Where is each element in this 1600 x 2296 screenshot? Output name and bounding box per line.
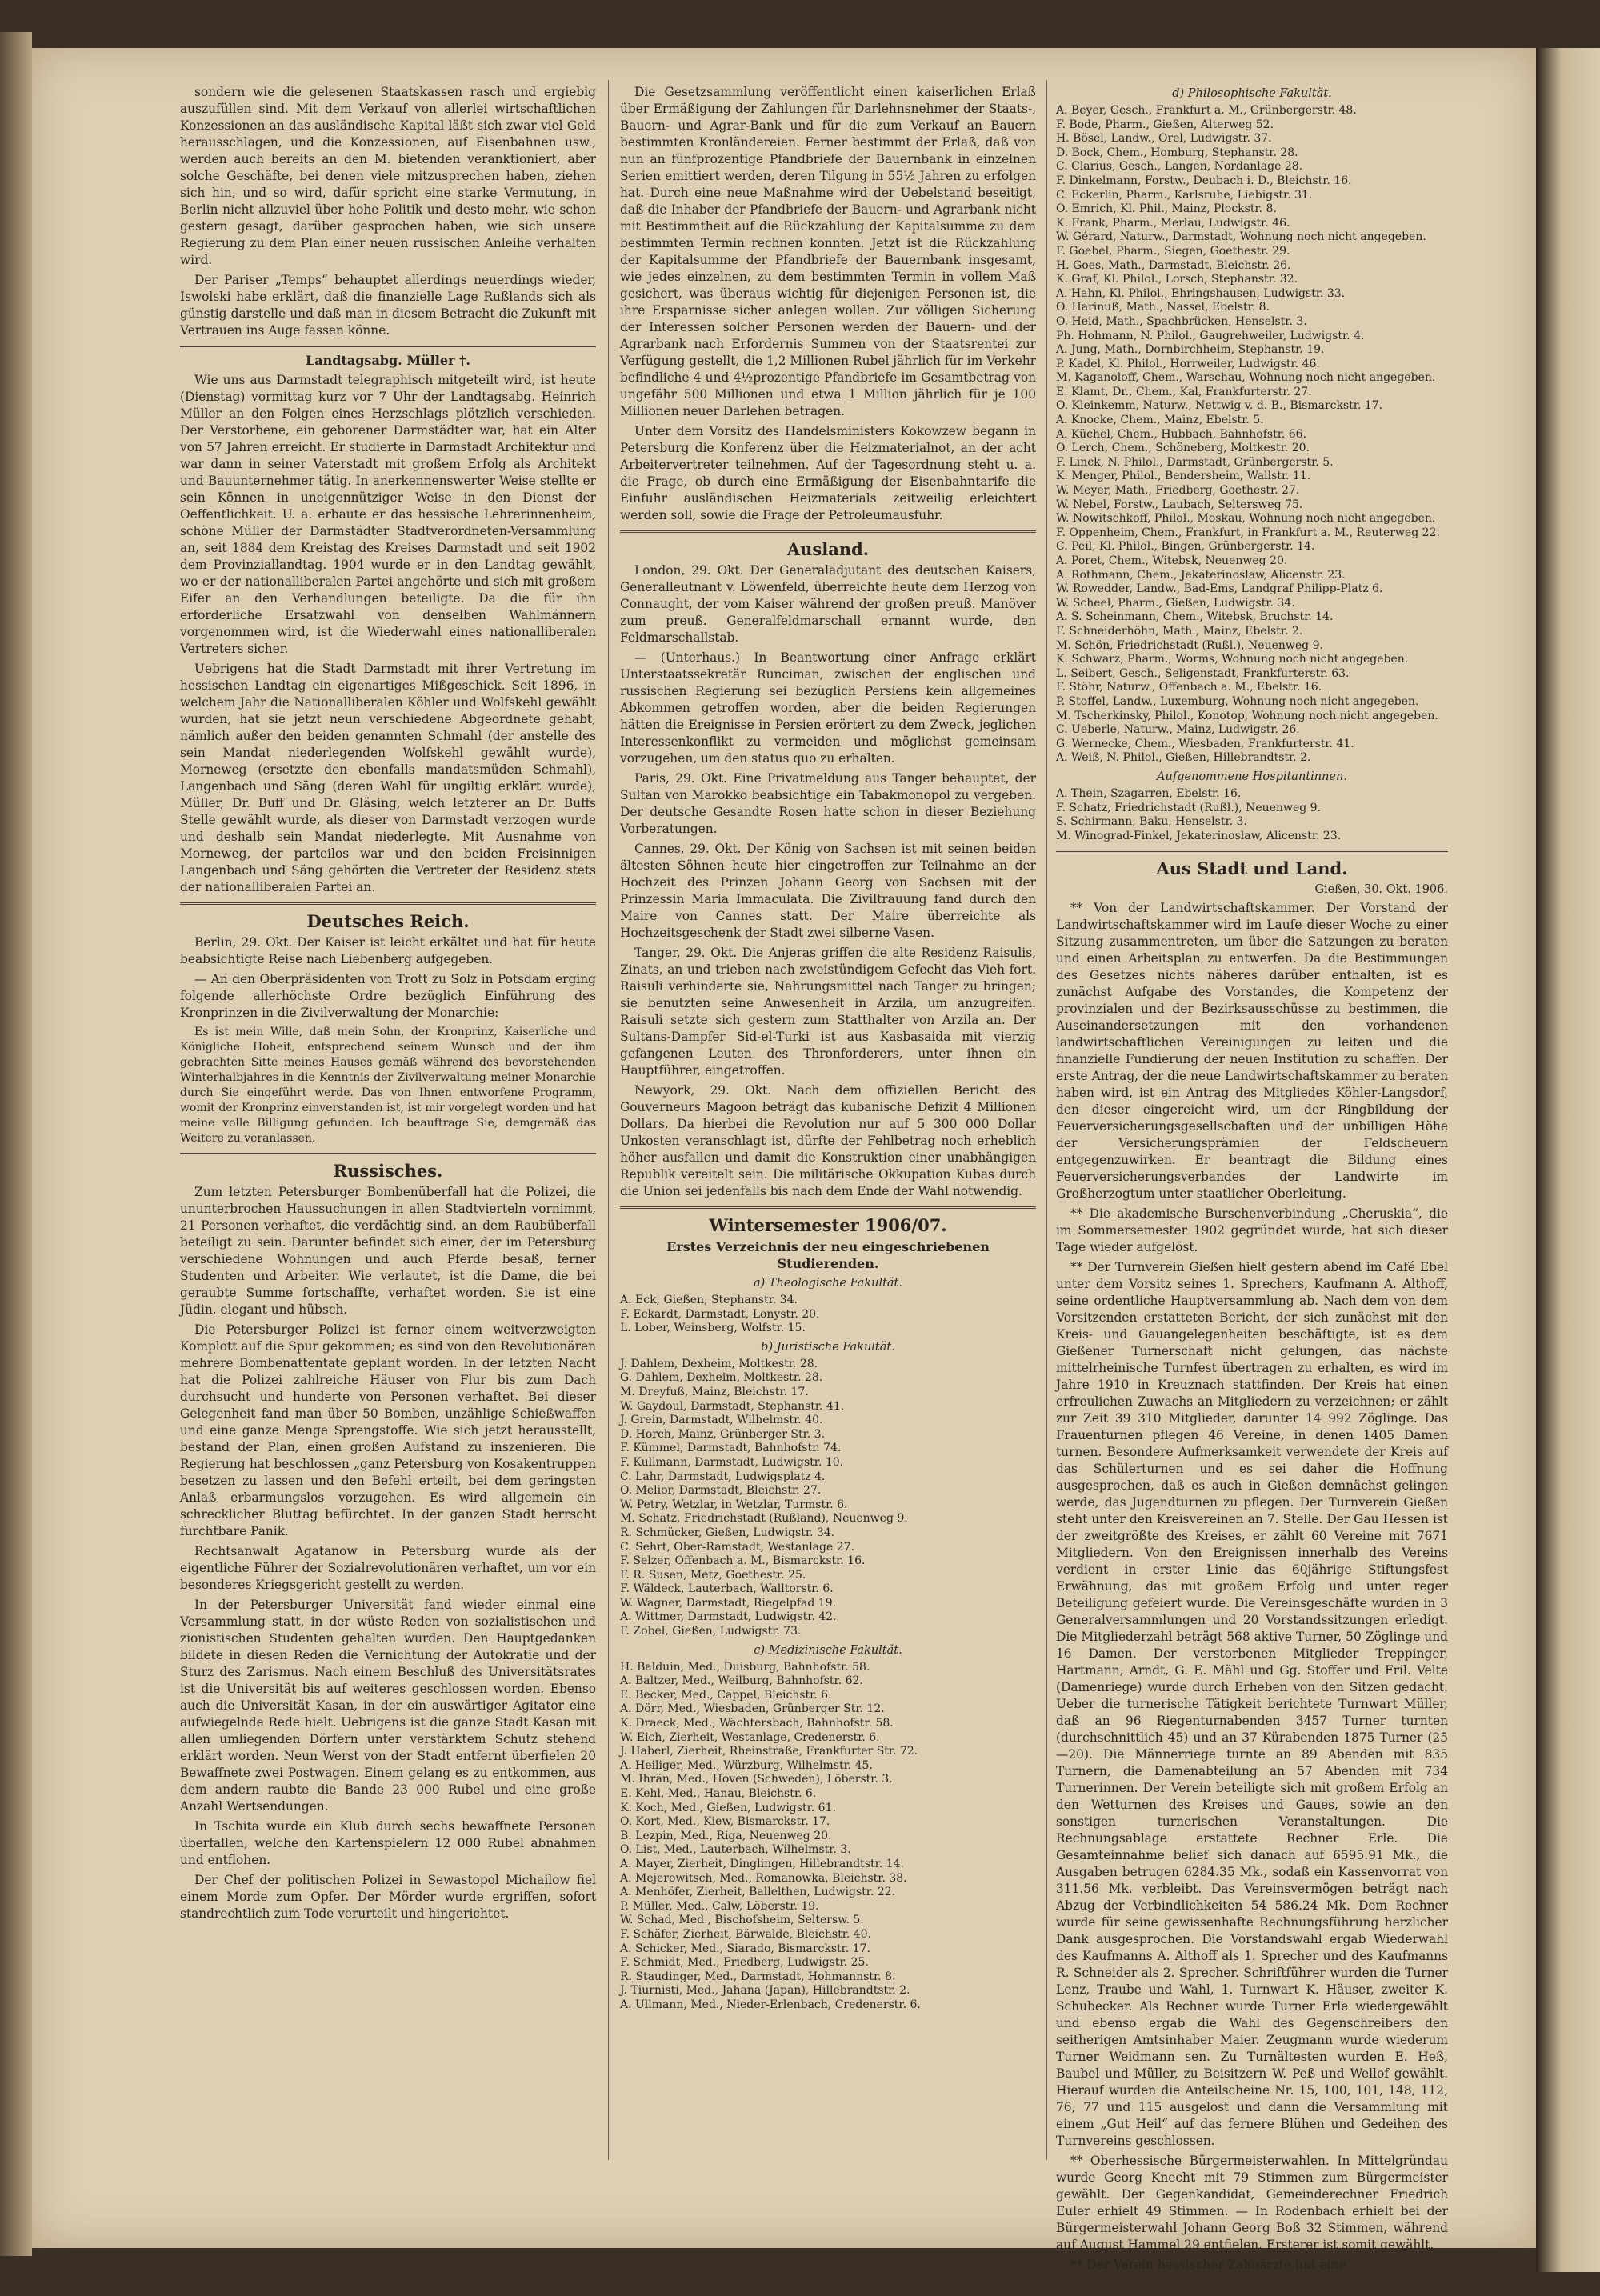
student-entry: A. Weiß, N. Philol., Gießen, Hillebrandtstr. 2.	[1056, 751, 1311, 765]
student-list	[1056, 787, 1448, 843]
student-entry: W. Scheel, Pharm., Gießen, Ludwigstr. 34.	[1056, 596, 1295, 610]
student-entry: F. Goebel, Pharm., Siegen, Goethestr. 29.	[1056, 244, 1290, 258]
student-entry: F. Schatz, Friedrichstadt (Rußl.), Neuenweg 9.	[1056, 801, 1322, 814]
student-entry: O. Harinuß, Math., Nassel, Ebelstr. 8.	[1056, 301, 1270, 314]
student-entry: F. Schneiderhöhn, Math., Mainz, Ebelstr. 2.	[1056, 624, 1303, 638]
article-paragraph: In der Petersburger Universität fand wieder einmal eine Versammlung statt, in der wüste Reden von sozialistischen und zionistischen Studenten gehalten wurden. Den Hauptgedanken bildete in diesen Reden die Vernichtung der Autokratie und der Sturz des Zarismus. Nach einem Beschluß des Universitätsrates ist die Universität bis auf weiteres geschlossen worden. Ebenso auch die Universität Kasan, in der ein auswärtiger Agitator eine aufwiegelnde Rede hielt. Uebrigens ist die ganze Stadt Kasan mit allen umliegenden Dörfern unter verstärktem Schutz stehend erklärt worden. Neun Werst von der Stadt entfernt überfielen 20 Bewaffnete zwei Postwagen. Einem gelang es zu entkommen, aus dem andern raubte die Bande 23 000 Rubel und eine große Anzahl Wertsendungen.	[180, 1598, 596, 1814]
student-list	[1056, 104, 1448, 766]
student-entry: R. Staudinger, Med., Darmstadt, Hohmannstr. 8.	[620, 1970, 896, 1983]
student-entry: F. Kümmel, Darmstadt, Bahnhofstr. 74.	[620, 1442, 842, 1455]
faculty-heading: d) Philosophische Fakultät.	[1172, 87, 1332, 100]
dateline: Gießen, 30. Okt. 1906.	[1314, 883, 1448, 897]
student-entry: F. Eckardt, Darmstadt, Lonystr. 20.	[620, 1307, 820, 1321]
student-entry: O. Emrich, Kl. Phil., Mainz, Plockstr. 8.	[1056, 202, 1277, 216]
student-entry: O. Kort, Med., Kiew, Bismarckstr. 17.	[620, 1815, 830, 1829]
student-entry: A. Jung, Math., Dornbirchheim, Stephanstr. 19.	[1056, 343, 1325, 357]
student-entry: C. Sehrt, Ober-Ramstadt, Westanlage 27.	[620, 1540, 854, 1554]
article-paragraph: Wie uns aus Darmstadt telegraphisch mitgeteilt wird, ist heute (Dienstag) vormittag kurz vor 7 Uhr der Landtagsabg. Heinrich Müller an den Folgen eines Herzschlags plötzlich verschieden. Der Verstorbene, ein geborener Darmstädter war, hat ein Alter von 57 Jahren erreicht. Er studierte in Darmstadt Architektur und war dann in seiner Vaterstadt mit großem Erfolg als Architekt und Bauunternehmer tätig. In anerkennenswerter Weise stellte er sein Können in uneigennütziger Weise in den Dienst der Oeffentlichkeit. U. a. erbaute er das hessische Lehrerinnenheim, schöne Müller der Darmstädter Stadtverordneten-Versammlung an, seit 1884 dem Kreistag des Kreises Darmstadt und seit 1902 dem Provinziallandtag. 1904 wurde er in den Landtag gewählt, wo er der nationalliberalen Partei angehörte und sich mit großem Eifer an den Verhandlungen beteiligte. Da die für ihn erforderliche Ersatzwahl von denselben Wahlmännern vorgenommen wird, ist die Wiederwahl eines nationalliberalen Vertreters sicher.	[180, 373, 596, 656]
article-paragraph: ** Der Turnverein Gießen hielt gestern abend im Café Ebel unter dem Vorsitz seines 1. Sprechers, Kaufmann A. Althoff, seine ordentliche Hauptversammlung ab. Nach dem von dem Vorsitzenden erstatteten Bericht, der sich zunächst mit den Kreis- und Gauangelegenheiten beschäftigte, ist es dem Gießener Turnerschaft nicht gelungen, das nächste mittelrheinische Turnfest übertragen zu erhalten, es wird im Jahre 1910 in Kreuznach stattfinden. Der Kreis hat einen erfreulichen Zuwachs an Mitgliedern zu verzeichnen; er zählt zur Zeit 39 310 Mitglieder, darunter 14 992 Zöglinge. Das Frauenturnen pflegen 46 Vereine, in denen 1405 Damen turnen. Besondere Aufmerksamkeit verwendete der Kreis auf das Schülerturnen und es sei daher die Hoffnung ausgesprochen, daß es auch in Gießen demnächst gelingen werde, das Jugendturnen zu pflegen. Der Turnverein Gießen steht unter den Kreisvereinen an 7. Stelle. Der Gau Hessen ist der zweitgrößte des Kreises, er zählt 60 Vereine mit 7671 Mitgliedern. Von den Ereignissen innerhalb des Vereins verdient in erster Linie das 60jährige Stiftungsfest Erwähnung, das mit großem Erfolg und unter reger Beteiligung gefeiert wurde. Die Vereinsgeschäfte wurden in 3 Generalversammlungen und 20 Vorstandssitzungen erledigt. Die Mitgliederzahl beträgt 568 aktive Turner, 50 Zöglinge und 16 Damen. Der verstorbenen Mitglieder Treppinger, Hartmann, Arndt, G. E. Mähl und Gg. Stoffer und Fril. Velte (Damenriege) wurde durch Erheben von den Sitzen gedacht. Ueber die turnerische Tätigkeit berichtete Turnwart Müller, daß an 96 Riegenturnabenden 3457 Turner turnten (durchschnittlich 45) und an 37 Kürabenden 1875 Turner (25—20). Die Männerriege turnte an 89 Abenden mit 835 Turnern, die Damenabteilung an 57 Abenden mit 734 Turnerinnen. Der Verein beteiligte sich mit großem Erfolg an den Wetturnen des Kreises und Gaues, sowie an den sonstigen turnerischen Veranstaltungen. Die Rechnungsablage erstattete Rechner Erle. Die Gesamteinnahme belief sich danach auf 6595.91 Mk., die Ausgaben betrugen 6284.35 Mk., sodaß ein Kassenvorrat von 311.56 Mk. verbleibt. Das Vereinsvermögen beträgt nach Abzug der Verbindlichkeiten 54 586.24 Mk. Dem Rechner wurde für seine gewissenhafte Rechnungsführung herzlicher Dank ausgesprochen. Die Vorstandswahl ergab Wiederwahl des Kaufmanns A. Althoff als 1. Sprecher und des Kaufmanns R. Schneider als 2. Sprecher. Schriftführer wurden die Turner Lenz, Traube und Wahl, 1. Turnwart K. Häuser, zweiter K. Schubecker. Als Rechner wurde Turner Erle wiedergewählt und ebenso ergab die Wahl des Gegenschreibers den seitherigen Amtsinhaber Maier. Zeugmann wurde wiederum Turner Weidmann sen. Zu Turnältesten wurden E. Heß, Baubel und Müller, zu Beisitzern W. Peß und Wellof gewählt. Hierauf wurden die Anteilscheine Nr. 15, 100, 101, 148, 112, 76, 77 und 115 ausgelost und dann die Versammlung mit einem „Gut Heil“ auf das fernere Blühen und Gedeihen des Turnvereins geschlossen.	[1056, 1260, 1448, 2149]
student-entry: K. Koch, Med., Gießen, Ludwigstr. 61.	[620, 1801, 836, 1814]
student-entry: W. Gaydoul, Darmstadt, Stephanstr. 41.	[620, 1399, 845, 1413]
faculty-heading: Aufgenommene Hospitantinnen.	[1157, 770, 1347, 783]
student-entry: F. R. Susen, Metz, Goethestr. 25.	[620, 1568, 806, 1582]
student-entry: E. Klamt, Dr., Chem., Kal, Frankfurterstr. 27.	[1056, 385, 1312, 398]
article-paragraph: London, 29. Okt. Der Generaladjutant des deutschen Kaisers, Generalleutnant v. Löwenfeld, überreichte heute dem Herzog von Connaught, der vom Kaiser während der großen preuß. Manöver zum preuß. Generalfeldmarschall ernannt wurde, den Feldmarschallstab.	[620, 563, 1036, 645]
student-entry: P. Stoffel, Landw., Luxemburg, Wohnung noch nicht angegeben.	[1056, 694, 1419, 708]
faculty-heading: c) Medizinische Fakultät.	[754, 1643, 902, 1657]
article-paragraph: Uebrigens hat die Stadt Darmstadt mit ihrer Vertretung im hessischen Landtag ein eigenartiges Mißgeschick. Seit 1896, in welchem Jahr die Nationalliberalen Köhler und Wolfskehl gewählt wurden, hat sie jetzt neun verschiedene Abgeordnete gehabt, nämlich außer den beiden genannten Schmahl (der anstelle des sein Mandat niederlegenden Wolfskehl gewählt wurde), Morneweg (ersetzte den ebenfalls mandatsmüden Schmahl), Langenbach und Säng (deren Wahl für ungiltig erklärt wurde), Müller, Dr. Buff und Dr. Gläsing, welch letzterer an Dr. Buffs Stelle gewählt wurde, als dieser von Darmstadt verzogen wurde und deshalb sein Mandat niederlegte. Mit Ausnahme von Morneweg, der parteilos war und den beiden Freisinnigen Langenbach und Säng gehörten die Vertreter der Residenz stets der nationalliberalen Partei an.	[180, 662, 596, 894]
student-entry: A. Knocke, Chem., Mainz, Ebelstr. 5.	[1056, 414, 1264, 427]
book-edge-right	[1536, 48, 1600, 2272]
student-entry: F. Schäfer, Zierheit, Bärwalde, Bleichstr. 40.	[620, 1927, 872, 1941]
article-paragraph: Die Gesetzsammlung veröffentlicht einen kaiserlichen Erlaß über Ermäßigung der Zahlungen für Darlehnsnehmer der Staats-, Bauern- und Agrar-Bank und für die zum Verkauf an Bauern bestimmten Kronländereien. Ferner bestimmt der Erlaß, daß von nun an fünfprozentige Pfandbriefe der Bauernbank in einzelnen Serien emittiert werden, deren Tilgung in 55½ Jahren zu erfolgen hat. Durch eine neue Maßnahme wird der Uebelstand beseitigt, daß die Inhaber der Pfandbriefe der Bauern- und Agrarbank nicht mit Bestimmtheit auf die Rückzahlung der Kapitalsumme zu dem bestimmten Termin rechnen konnten. Jetzt ist die Rückzahlung der Kapitalsumme der Pfandbriefe der Bauernbank insgesamt, wie jedes einzelnen, zu dem bestimmten Termin in vollem Maß gesichert, was überaus wichtig für diejenigen Personen ist, die ihre Ersparnisse sicher anlegen wollen. Zur völligen Sicherung der Interessen solcher Personen werden der Bauern- und der Agrarbank nach Erfordernis Summen von der Staatsrentei zur Verfügung gestellt, die 1,2 Millionen Rubel jährlich für im Verkehr befindliche 4 und 4½prozentige Pfandbriefe im Gesamtbetrag von ungefähr 500 Millionen und etwa 1 Million jährlich für je 100 Millionen neuer Darlehen betragen.	[620, 85, 1036, 418]
section-heading-russisches: Russisches.	[333, 1161, 443, 1181]
student-entry: A. Poret, Chem., Witebsk, Neuenweg 20.	[1056, 554, 1288, 567]
student-entry: W. Meyer, Math., Friedberg, Goethestr. 27.	[1056, 484, 1300, 498]
student-entry: O. Heid, Math., Spachbrücken, Henselstr. 3.	[1056, 314, 1307, 328]
student-entry: F. Linck, N. Philol., Darmstadt, Grünbergerstr. 5.	[1056, 455, 1334, 469]
student-entry: M. Tscherkinsky, Philol., Konotop, Wohnung noch nicht angegeben.	[1056, 709, 1438, 722]
student-entry: C. Clarius, Gesch., Langen, Nordanlage 28.	[1056, 160, 1303, 174]
student-entry: K. Frank, Pharm., Merlau, Ludwigstr. 46.	[1056, 216, 1290, 230]
article-paragraph: Cannes, 29. Okt. Der König von Sachsen ist mit seinen beiden ältesten Söhnen heute hier eingetroffen zur Teilnahme an der Hochzeit des Prinzen Johann Georg von Sachsen mit der Prinzessin Maria Immaculata. Die Ziviltrauung fand durch den Maire von Cannes statt. Der Maire überreichte als Hochzeitsgeschenk der Stadt zwei silberne Vasen.	[620, 842, 1036, 940]
article-paragraph: ** Der Verein hessischer Zahnärzte hat eine	[1070, 2258, 1346, 2273]
headline-landtag: Landtagsabg. Müller †.	[306, 353, 470, 368]
student-entry: M. Winograd-Finkel, Jekaterinoslaw, Alicenstr. 23.	[1056, 829, 1342, 842]
student-entry: H. Balduin, Med., Duisburg, Bahnhofstr. 58.	[620, 1660, 870, 1674]
student-entry: A. Beyer, Gesch., Frankfurt a. M., Grünbergerstr. 48.	[1056, 104, 1357, 117]
separator	[180, 902, 596, 905]
article-paragraph: Newyork, 29. Okt. Nach dem offiziellen Bericht des Gouverneurs Magoon beträgt das kubanische Defizit 4 Millionen Dollars. Da hierbei die Revolution nur auf 5 300 000 Dollar Unkosten veranschlagt ist, dürfte der Fehlbetrag noch erheblich höher ausfallen und damit die Konstruktion einer unabhängigen Republik vereitelt sein. Die militärische Okkupation Kubas durch die Union sei jedenfalls bis nach dem Ende der Wahl notwendig.	[620, 1083, 1036, 1198]
separator	[1056, 850, 1448, 852]
student-entry: F. Selzer, Offenbach a. M., Bismarckstr. 16.	[620, 1554, 866, 1568]
student-entry: P. Müller, Med., Calw, Löberstr. 19.	[620, 1899, 819, 1913]
article-paragraph: — An den Oberpräsidenten von Trott zu Solz in Potsdam erging folgende allerhöchste Ordre bezüglich Einführung des Kronprinzen in die Zivilverwaltung der Monarchie:	[180, 972, 596, 1020]
student-entry: F. Schmidt, Med., Friedberg, Ludwigstr. 25.	[620, 1956, 869, 1970]
student-entry: C. Eckerlin, Pharm., Karlsruhe, Liebigstr. 31.	[1056, 188, 1313, 202]
student-entry: K. Menger, Philol., Bendersheim, Wallstr. 11.	[1056, 470, 1311, 483]
list-heading: Erstes Verzeichnis der neu eingeschriebenen Studierenden.	[666, 1239, 990, 1271]
separator	[180, 346, 596, 347]
student-entry: W. Petry, Wetzlar, in Wetzlar, Turmstr. 6.	[620, 1498, 848, 1511]
student-entry: A. S. Scheinmann, Chem., Witebsk, Bruchstr. 14.	[1056, 610, 1334, 624]
student-entry: M. Schön, Friedrichstadt (Rußl.), Neuenweg 9.	[1056, 638, 1323, 652]
student-entry: A. Rothmann, Chem., Jekaterinoslaw, Alicenstr. 23.	[1056, 568, 1346, 582]
student-entry: C. Ueberle, Naturw., Mainz, Ludwigstr. 26.	[1056, 723, 1300, 737]
column-1	[180, 84, 596, 2172]
section-heading-reich: Deutsches Reich.	[306, 911, 470, 931]
student-entry: R. Schmücker, Gießen, Ludwigstr. 34.	[620, 1526, 835, 1539]
faculty-heading: b) Juristische Fakultät.	[761, 1340, 895, 1354]
student-entry: A. Menhöfer, Zierheit, Ballelthen, Ludwigstr. 22.	[620, 1886, 896, 1899]
student-list	[620, 1294, 1036, 1336]
article-paragraph: ** Von der Landwirtschaftskammer. Der Vorstand der Landwirtschaftskammer wird im Laufe dieser Woche zu einer Sitzung zusammentreten, um über die Satzungen zu beraten und einen Arbeitsplan zu entwerfen. Da die Bestimmungen des Gesetzes nichts näheres darüber enthalten, ist es zunächst Aufgabe des Vorstandes, die Kompetenz der provinzialen und der Bezirksausschüsse zu bestimmen, die Auseinandersetzungen mit den vorhandenen landwirtschaftlichen Vereinigungen zu leiten und die finanzielle Fundierung der neuen Institution zu schaffen. Der erste Antrag, der die neue Landwirtschaftskammer zu beraten haben wird, ist ein Antrag des Mitgliedes Köhler-Langsdorf, den dieser eingereicht wird, um der Ringbildung der Feuerversicherungsgesellschaften und der unbilligen Höhe der Versicherungsprämien der Feldscheuern entgegenzuwirken. Er beantragt die Bildung eines Feuerversicherungsverbandes der Landwirte im Großherzogtum unter staatlicher Oberleitung.	[1056, 901, 1448, 1202]
student-entry: A. Baltzer, Med., Weilburg, Bahnhofstr. 62.	[620, 1674, 863, 1688]
student-entry: K. Schwarz, Pharm., Worms, Wohnung noch nicht angegeben.	[1056, 653, 1409, 666]
student-entry: J. Haberl, Zierheit, Rheinstraße, Frankfurter Str. 72.	[620, 1745, 918, 1758]
column-rule	[1046, 80, 1047, 2160]
student-entry: F. Zobel, Gießen, Ludwigstr. 73.	[620, 1625, 802, 1638]
article-paragraph: sondern wie die gelesenen Staatskassen rasch und ergiebig auszufüllen sind. Mit dem Verkauf von allerlei wirtschaftlichen Konzessionen an das ausländische Kapital läßt sich zwar viel Geld herausschlagen, und die Konzessionen, auf Eisenbahnen usw., werden auch bereits an den M. bietenden veranktioniert, aber solche Geschäfte, bei denen viele mitzusprechen haben, ziehen sich hin, und so wird, dafür spricht eine starke Vermutung, in Berlin nicht allzuviel über hohe Politik und desto mehr, wie schon gestern gesagt, darüber gesprochen haben, wie sich unsere Regierung zu dem Plan einer neuen russischen Anleihe verhalten wird.	[180, 85, 596, 267]
article-paragraph: Tanger, 29. Okt. Die Anjeras griffen die alte Residenz Raisulis, Zinats, an und trieben nach zweistündigem Gefecht das Vieh fort. Raisuli verhinderte sie, Nahrungsmittel nach Tanger zu bringen; sie benutzten seine Anwesenheit in Arzila, um anzugreifen. Raisuli setzte sich gestern zum Statthalter von Arzila an. Der Sultans-Dampfer Sid-el-Turki ist aus Kasbasaida mit vierzig gefangenen Leuten des Thronforderers, unter ihnen ein Hauptführer, eingetroffen.	[620, 946, 1036, 1078]
student-entry: A. Ullmann, Med., Nieder-Erlenbach, Credenerstr. 6.	[620, 1998, 921, 2011]
student-entry: L. Lober, Weinsberg, Wolfstr. 15.	[620, 1322, 806, 1335]
article-paragraph: Rechtsanwalt Agatanow in Petersburg wurde als der eigentliche Führer der Sozialrevolutionären verhaftet, um vor ein besonderes Kriegsgericht gestellt zu werden.	[180, 1544, 596, 1592]
column-3	[1056, 84, 1448, 2273]
student-entry: E. Becker, Med., Cappel, Bleichstr. 6.	[620, 1688, 832, 1702]
student-entry: Ph. Hohmann, N. Philol., Gaugrehweiler, Ludwigstr. 4.	[1056, 329, 1365, 342]
student-entry: A. Wittmer, Darmstadt, Ludwigstr. 42.	[620, 1610, 837, 1624]
separator	[620, 1206, 1036, 1209]
article-paragraph: Zum letzten Petersburger Bombenüberfall hat die Polizei, die ununterbrochen Haussuchungen in allen Stadtvierteln vornimmt, 21 Personen verhaftet, die verdächtig sind, an dem Raubüberfall beteiligt zu sein. Darunter befindet sich einer, der im Petersburg verschiedene Wohnungen und auch Pferde besaß, ferner Studenten und Arbeiter. Wie verlautet, ist die Dame, die bei geraubte Summe fortschaffte, verhaftet worden. Sie ist eine Jüdin, elegant und hübsch.	[180, 1185, 596, 1317]
student-entry: J. Grein, Darmstadt, Wilhelmstr. 40.	[620, 1414, 823, 1427]
student-entry: W. Wagner, Darmstadt, Riegelpfad 19.	[620, 1596, 837, 1610]
student-entry: F. Stöhr, Naturw., Offenbach a. M., Ebelstr. 16.	[1056, 681, 1322, 694]
student-entry: F. Oppenheim, Chem., Frankfurt, in Frankfurt a. M., Reuterweg 22.	[1056, 526, 1440, 539]
student-entry: W. Nowitschkoff, Philol., Moskau, Wohnung noch nicht angegeben.	[1056, 512, 1436, 526]
column-2	[620, 84, 1036, 2172]
student-entry: M. Ihrän, Med., Hoven (Schweden), Löberstr. 3.	[620, 1773, 893, 1786]
book-edge-left	[0, 32, 32, 2256]
article-paragraph: Unter dem Vorsitz des Handelsministers Kokowzew begann in Petersburg die Konferenz über die Heizmaterialnot, an der acht Arbeitervertreter teilnehmen. Auf der Tagesordnung steht u. a. die Frage, ob durch eine Ermäßigung der Eisenbahntarife die Einfuhr ausländischen Heizmaterials zeitweilig erleichtert werden soll, sowie die Frage der Petroleumausfuhr.	[620, 424, 1036, 522]
student-list	[620, 1661, 1036, 2013]
separator	[180, 1153, 596, 1154]
student-entry: W. Rowedder, Landw., Bad-Ems, Landgraf Philipp-Platz 6.	[1056, 582, 1383, 596]
student-entry: G. Wernecke, Chem., Wiesbaden, Frankfurterstr. 41.	[1056, 737, 1354, 750]
student-entry: P. Kadel, Kl. Philol., Horrweiler, Ludwigstr. 46.	[1056, 357, 1320, 370]
student-entry: F. Dinkelmann, Forstw., Deubach i. D., Bleichstr. 16.	[1056, 174, 1352, 187]
student-entry: O. List, Med., Lauterbach, Wilhelmstr. 3.	[620, 1843, 851, 1857]
article-paragraph: Der Chef der politischen Polizei in Sewastopol Michailow fiel einem Morde zum Opfer. Der Mörder wurde ergriffen, sofort standrechtlich zum Tode verurteilt und hingerichtet.	[180, 1873, 596, 1921]
student-list	[620, 1358, 1036, 1639]
section-heading-ausland: Ausland.	[786, 539, 870, 559]
student-entry: M. Kaganoloff, Chem., Warschau, Wohnung noch nicht angegeben.	[1056, 371, 1436, 385]
student-entry: F. Bode, Pharm., Gießen, Alterweg 52.	[1056, 118, 1274, 131]
student-entry: J. Tiurnisti, Med., Jahana (Japan), Hillebrandtstr. 2.	[620, 1984, 910, 1998]
student-entry: E. Kehl, Med., Hanau, Bleichstr. 6.	[620, 1787, 817, 1800]
article-paragraph: — (Unterhaus.) In Beantwortung einer Anfrage erklärt Unterstaatssekretär Runciman, zwischen der englischen und russischen Regierung sei bezüglich Persiens kein allgemeines Abkommen getroffen worden, aber die beiden Regierungen hätten die Ereignisse in Persien erörtert zu dem Zweck, jeglichen Interessenkonflikt zu vermeiden und möglichst gemeinsam vorzugehen, um den status quo zu erhalten.	[620, 650, 1036, 766]
student-entry: A. Heiliger, Med., Würzburg, Wilhelmstr. 45.	[620, 1758, 873, 1772]
student-entry: W. Eich, Zierheit, Westanlage, Credenerstr. 6.	[620, 1730, 880, 1744]
student-entry: D. Bock, Chem., Homburg, Stephanstr. 28.	[1056, 146, 1298, 159]
student-entry: H. Goes, Math., Darmstadt, Bleichstr. 26.	[1056, 258, 1291, 272]
article-paragraph: Die Petersburger Polizei ist ferner einem weitverzweigten Komplott auf die Spur gekommen; es sind von den Revolutionären mehrere Bombenattentate geplant worden. In der letzten Nacht hat die Polizei zahlreiche Häuser von Flur bis zum Dach durchsucht und hunderte von Personen verhaftet. Bei dieser Gelegenheit fand man über 50 Bomben, unzählige Schießwaffen und eine ganze Menge Sprengstoffe. Wie sich jetzt herausstellt, bestand der Plan, einen großen Aufstand zu inszenieren. Die Regierung hat beschlossen „ganz Petersburg von Kosakentruppen besetzen zu lassen und den Befehl erteilt, bei dem geringsten Anlaß erbarmungslos vorzugehen. Es wird allgemein ein schrecklicher Bluttag befürchtet. In der ganzen Stadt herrscht furchtbare Panik.	[180, 1322, 596, 1538]
student-entry: D. Horch, Mainz, Grünberger Str. 3.	[620, 1427, 826, 1441]
student-entry: O. Kleinkemm, Naturw., Nettwig v. d. B., Bismarckstr. 17.	[1056, 399, 1383, 413]
student-entry: G. Dahlem, Dexheim, Moltkestr. 28.	[620, 1371, 823, 1385]
student-entry: W. Schad, Med., Bischofsheim, Seltersw. 5.	[620, 1914, 864, 1927]
student-entry: M. Schatz, Friedrichstadt (Rußland), Neuenweg 9.	[620, 1512, 908, 1526]
student-entry: A. Küchel, Chem., Hubbach, Bahnhofstr. 66.	[1056, 427, 1307, 441]
student-entry: A. Thein, Szagarren, Ebelstr. 16.	[1056, 786, 1242, 800]
student-entry: K. Draeck, Med., Wächtersbach, Bahnhofstr. 58.	[620, 1717, 894, 1730]
separator	[620, 530, 1036, 533]
student-entry: J. Dahlem, Dexheim, Moltkestr. 28.	[620, 1357, 818, 1370]
student-entry: W. Gérard, Naturw., Darmstadt, Wohnung noch nicht angegeben.	[1056, 230, 1426, 244]
student-entry: K. Graf, Kl. Philol., Lorsch, Stephanstr. 32.	[1056, 273, 1298, 286]
section-heading-stadt-land: Aus Stadt und Land.	[1156, 858, 1348, 879]
student-entry: C. Peil, Kl. Philol., Bingen, Grünbergerstr. 14.	[1056, 540, 1315, 554]
article-paragraph: In Tschita wurde ein Klub durch sechs bewaffnete Personen überfallen, welche den Kartenspielern 12 000 Rubel abnahmen und entflohen.	[180, 1819, 596, 1867]
student-entry: F. Kullmann, Darmstadt, Ludwigstr. 10.	[620, 1455, 844, 1469]
student-entry: A. Mayer, Zierheit, Dinglingen, Hillebrandtstr. 14.	[620, 1857, 904, 1870]
article-paragraph: Paris, 29. Okt. Eine Privatmeldung aus Tanger behauptet, der Sultan von Marokko beabsichtige ein Tabakmonopol zu vergeben. Der deutsche Gesandte Rosen hatte schon in dieser Beziehung Vorberatungen.	[620, 771, 1036, 836]
article-paragraph: Es ist mein Wille, daß mein Sohn, der Kronprinz, Kaiserliche und Königliche Hoheit, entsprechend seinem Wunsch und der ihm gebrachten Sitte meines Hauses gemäß während des bevorstehenden Winterhalbjahres in die Kenntnis der Zivilverwaltung meiner Monarchie durch Sie eingeführt werde. Das von Ihnen entworfene Programm, womit der Kronprinz einverstanden ist, ist mir vorgelegt worden und hat meine volle Billigung gefunden. Ich beauftrage Sie, demgemäß das Weitere zu veranlassen.	[180, 1026, 596, 1145]
student-entry: S. Schirmann, Baku, Henselstr. 3.	[1056, 815, 1247, 829]
article-paragraph: ** Oberhessische Bürgermeisterwahlen. In Mittelgründau wurde Georg Knecht mit 79 Stimmen zum Bürgermeister gewählt. Der Gegenkandidat, Gemeinderechner Friedrich Euler erhielt 49 Stimmen. — In Rodenbach erhielt bei der Bürgermeisterwahl Johann Georg Boß 32 Stimmen, während auf August Hammel 29 entfielen. Ersterer ist somit gewählt.	[1056, 2154, 1448, 2253]
student-entry: A. Schicker, Med., Siarado, Bismarckstr. 17.	[620, 1942, 870, 1955]
student-entry: M. Dreyfuß, Mainz, Bleichstr. 17.	[620, 1385, 809, 1398]
article-paragraph: Der Pariser „Temps“ behauptet allerdings neuerdings wieder, Iswolski habe erklärt, daß die finanzielle Lage Rußlands sich als günstig darstelle und daß man in diesem Betracht die Zukunft mit Vertrauen ins Auge fassen könne.	[180, 273, 596, 338]
section-heading-wintersemester: Wintersemester 1906/07.	[709, 1215, 947, 1235]
student-entry: A. Dörr, Med., Wiesbaden, Grünberger Str. 12.	[620, 1702, 885, 1716]
student-entry: W. Nebel, Forstw., Laubach, Seltersweg 75.	[1056, 498, 1303, 511]
article-paragraph: Berlin, 29. Okt. Der Kaiser ist leicht erkältet und hat für heute beabsichtigte Reise nach Liebenberg aufgegeben.	[180, 935, 596, 966]
student-entry: A. Hahn, Kl. Philol., Ehringshausen, Ludwigstr. 33.	[1056, 286, 1346, 300]
faculty-heading: a) Theologische Fakultät.	[753, 1277, 902, 1290]
student-entry: L. Seibert, Gesch., Seligenstadt, Frankfurterstr. 63.	[1056, 666, 1350, 680]
column-rule	[608, 80, 609, 2160]
student-entry: A. Eck, Gießen, Stephanstr. 34.	[620, 1294, 798, 1306]
article-paragraph: ** Die akademische Burschenverbindung „Cheruskia“, die im Sommersemester 1902 gegründet wurde, hat sich dieser Tage wieder aufgelöst.	[1056, 1206, 1448, 1255]
student-entry: O. Melior, Darmstadt, Bleichstr. 27.	[620, 1484, 822, 1498]
student-entry: A. Mejerowitsch, Med., Romanowka, Bleichstr. 38.	[620, 1871, 907, 1885]
student-entry: F. Wäldeck, Lauterbach, Walltorstr. 6.	[620, 1582, 834, 1596]
student-entry: B. Lezpin, Med., Riga, Neuenweg 20.	[620, 1829, 832, 1842]
student-entry: H. Bösel, Landw., Orel, Ludwigstr. 37.	[1056, 132, 1272, 146]
student-entry: C. Lahr, Darmstadt, Ludwigsplatz 4.	[620, 1470, 826, 1483]
student-entry: O. Lerch, Chem., Schöneberg, Moltkestr. 20.	[1056, 442, 1310, 455]
